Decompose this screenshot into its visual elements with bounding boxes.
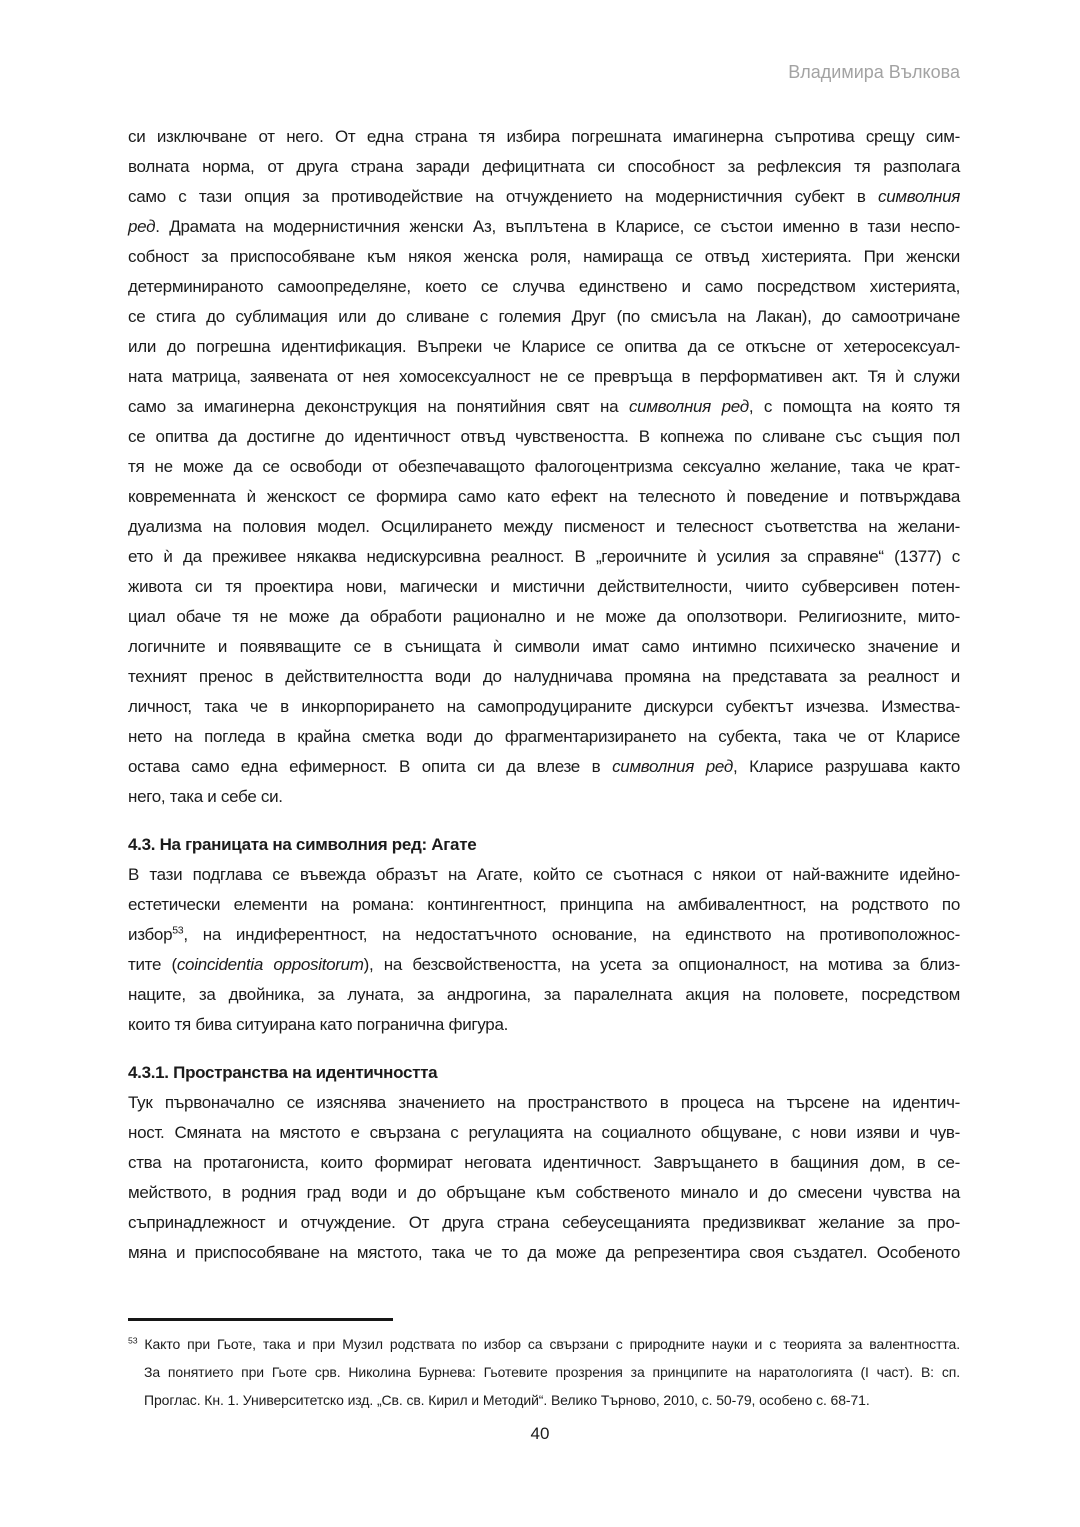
body-line: остава само една ефимерност. В опита си да влезе в символния ред, Кларисе разрушава както <box>128 757 960 776</box>
body-line: които тя бива ситуирана като погранична фигура. <box>128 1015 509 1034</box>
body-line: съпринадлежност и отчуждение. От друга страна себеусещанията предизвикват желание за про- <box>128 1213 960 1232</box>
body-line: логичните и появяващите се в сънищата ѝ символи имат само интимно психическо значение и <box>128 637 960 656</box>
footnote-line: За понятието при Гьоте срв. Николина Бурнева: Гьотевите прозрения за принципите на наратологията (I част). В: сп. <box>144 1364 960 1380</box>
body-line: В тази подглава се въвежда образът на Агате, който се съотнася с някои от най-важните идейно- <box>128 865 960 884</box>
body-line: наците, за двойника, за луната, за андрогина, за паралелната акция на половете, посредством <box>128 985 960 1004</box>
body-line: Тук първоначално се изяснява значението на пространството в процеса на търсене на идентич- <box>128 1093 960 1112</box>
body-line: ред. Драмата на модернистичния женски Аз, въплътена в Кларисе, се състои именно в тази неспо- <box>128 217 960 236</box>
body-line: ства на протагониста, които формират неговата идентичност. Завръщането в бащиния дом, в се- <box>128 1153 960 1172</box>
body-line: дуализма на половия модел. Осцилирането между писменост и телесност съответства на желани- <box>128 517 960 536</box>
body-line: детерминираното самоопределяне, което се случва единствено и само посредством хистерията, <box>128 277 960 296</box>
heading-4-3-1: 4.3.1. Пространства на идентичността <box>128 1063 438 1082</box>
footnote-text <box>128 1330 960 1414</box>
footnote-rule <box>128 1318 393 1321</box>
body-line: се опитва да достигне до идентичност отвъд чувствеността. В копнежа по сливане със същия пол <box>128 427 960 446</box>
body-line: мяна и приспособяване на мястото, така че то да може да репрезентира своя създател. Особеното <box>128 1243 960 1262</box>
body-line: ето ѝ да преживее някаква недискурсивна реалност. В „героичните ѝ усилия за справяне“ (1377) с <box>128 547 960 566</box>
body-line: само с тази опция за противодействие на отчуждението на модернистичния субект в символния <box>128 187 960 206</box>
body-line: тя не може да се освободи от обезпечаващото фалогоцентризма сексуално желание, така че крат- <box>128 457 960 476</box>
body-line: избор$^{53}$, на индиферентност, на недостатъчното основание, на единството на противоположнос- <box>128 924 960 944</box>
paragraph-1 <box>128 122 960 812</box>
body-line: тите (coincidentia oppositorum), на безсвойствеността, на усета за опционалност, на мотива за близ- <box>128 955 960 974</box>
body-line: естетически елементи на романа: контингентност, принципа на амбивалентност, на родството по <box>128 895 960 914</box>
body-line: волната норма, от друга страна заради дефицитната си способност за рефлексия тя разполага <box>128 157 960 176</box>
body-line: циал обаче тя не може да обработи рационално и не може да оползотвори. Религиозните, мито- <box>128 607 960 626</box>
body-line: ност. Смяната на мястото е свързана с регулацията на социалното общуване, с нови изяви и чув- <box>128 1123 960 1142</box>
body-line: личност, така че в инкорпорирането на самопродуцираните дискурси субектът изчезва. Измества- <box>128 697 960 716</box>
footnote <box>128 1318 960 1414</box>
body-line: живота си тя проектира нови, магически и мистични действителности, чиито субверсивен потен- <box>128 577 960 596</box>
body-line: или до погрешна идентификация. Въпреки че Кларисе се опитва да се откъсне от хетеросексуал- <box>128 337 960 356</box>
body-line: си изключване от него. От една страна тя избира погрешната имагинерна съпротива срещу сим- <box>128 127 960 146</box>
footnote-line: Проглас. Кн. 1. Университетско изд. „Св. св. Кирил и Методий“. Велико Търново, 2010, с. 50-79, особено с. 68-71. <box>144 1392 870 1408</box>
page-number: 40 <box>530 1424 550 1443</box>
body-line: се стига до сублимация или до сливане с големия Друг (по смисъла на Лакан), до самоотричане <box>128 307 960 326</box>
header-author: Владимира Вълкова <box>788 62 960 82</box>
body-line: ковременната ѝ женскост се формира само като ефект на телесното ѝ поведение и потвърждава <box>128 487 960 506</box>
paragraph-3 <box>128 1088 960 1268</box>
paragraph-2 <box>128 860 960 1040</box>
body-line: мейството, в родния град води и до обръщане към собственото минало и до смесени чувства на <box>128 1183 960 1202</box>
body-line: техният пренос в действителността води до налудничава промяна на представата за реалност и <box>128 667 960 686</box>
body-line: нето на погледа в крайна сметка води до фрагментаризирането на субекта, така че от Кларисе <box>128 727 960 746</box>
body-line: собност за приспособяване към някоя женска роля, намираща се отвъд хистерията. При женски <box>128 247 960 266</box>
page-body <box>128 122 960 1268</box>
heading-4-3: 4.3. На границата на символния ред: Агате <box>128 835 477 854</box>
body-line: него, така и себе си. <box>128 787 283 806</box>
body-line: ната матрица, заявената от нея хомосексуалност не се превръща в перформативен акт. Тя ѝ служи <box>128 367 960 386</box>
body-line: само за имагинерна деконструкция на понятийния свят на символния ред, с помощта на която тя <box>128 397 960 416</box>
footnote-line: $^{53}$ Както при Гьоте, така и при Музил родствата по избор са свързани с природните науки и с теорията за валентността. <box>128 1335 960 1352</box>
